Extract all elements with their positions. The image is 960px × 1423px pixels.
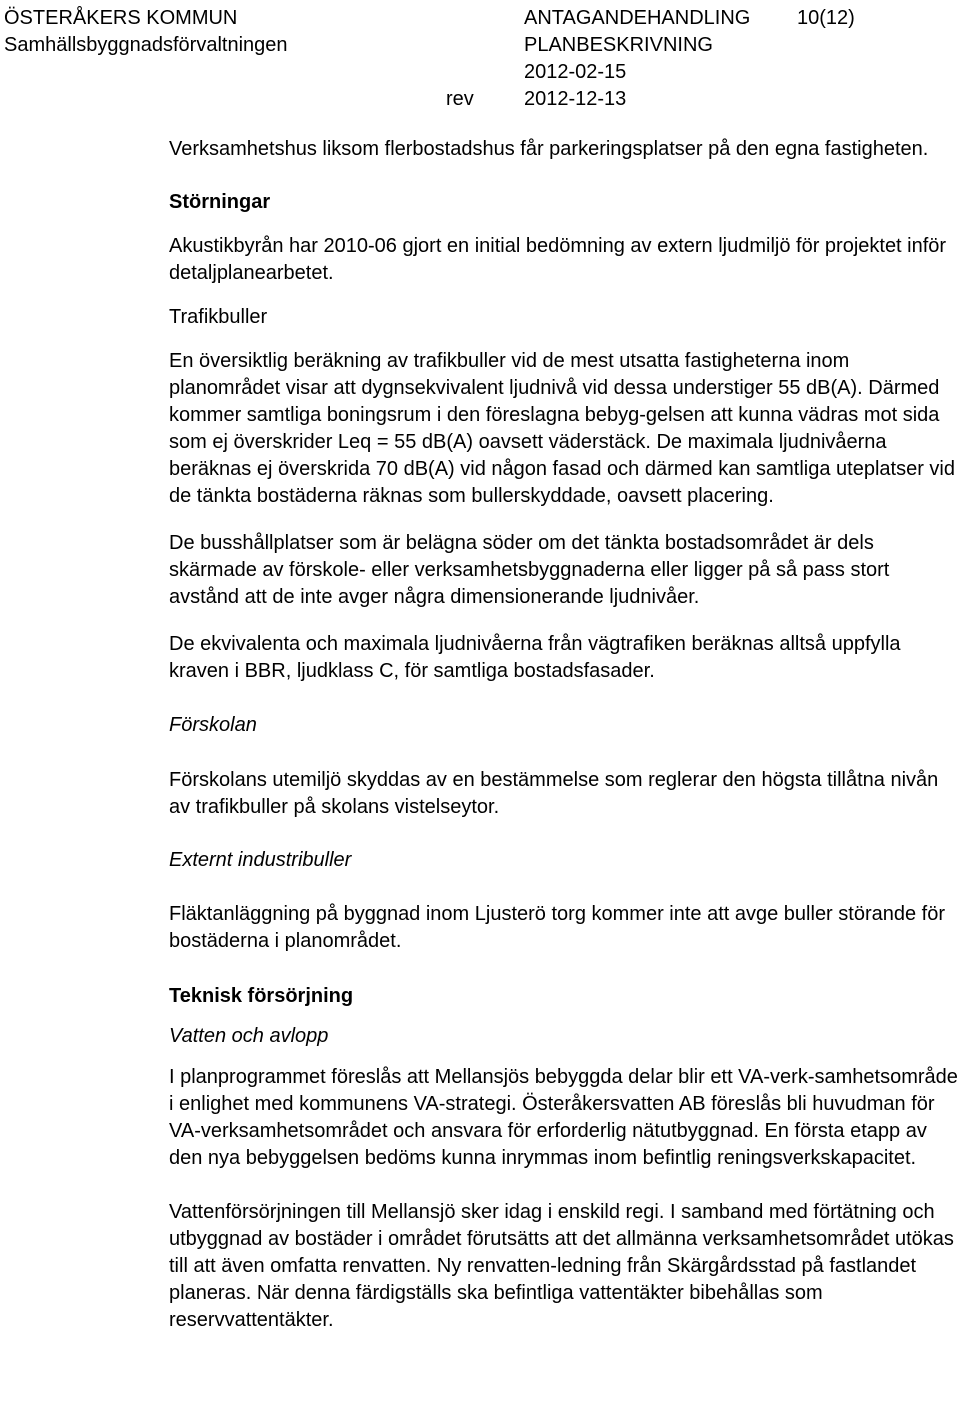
heading-teknisk-forsorjning: Teknisk försörjning [169,985,354,1007]
paragraph-akustikbyran: Akustikbyrån har 2010-06 gjort en initial bedömning av extern ljudmiljö för projektet inför detaljplanearbetet. [169,235,947,284]
paragraph-externt-industribuller: Fläktanläggning på byggnad inom Ljusterö torg kommer inte att avge buller störande för bostäderna i planområdet. [169,903,946,952]
paragraph-forskolan: Förskolans utemiljö skyddas av en bestämmelse som reglerar den högsta tillåtna nivån av trafikbuller på skolans vistelseytor. [169,769,939,818]
paragraph-trafikbuller-2: De busshållplatser som är belägna söder om det tänkta bostadsområdet är dels skärmade av förskole- eller verksamhetsbyggnaderna eller ligger på så pass stort avstånd att de inte avger några dimensionerande ljudnivåer. [169,532,890,608]
header-document-name: PLANBESKRIVNING [524,34,713,56]
header-department: Samhällsbyggnadsförvaltningen [4,34,288,56]
paragraph-trafikbuller-3: De ekvivalenta och maximala ljudnivåerna från vägtrafiken beräknas alltså uppfylla kraven i BBR, ljudklass C, för samtliga bostadsfasader. [169,633,901,682]
heading-forskolan: Förskolan [169,714,257,736]
header-page-number: 10(12) [797,7,855,29]
paragraph-parking: Verksamhetshus liksom flerbostadshus får parkeringsplatser på den egna fastigheten. [169,138,929,160]
header-revision-label: rev [446,88,474,110]
paragraph-trafikbuller-1: En översiktlig beräkning av trafikbuller vid de mest utsatta fastigheterna inom planområdet visar att dygnsekvivalent ljudnivå vid dessa understiger 55 dB(A). Därmed kommer samtliga boningsrum i den föreslagna bebyg-gelsen att kunna vädras mot sida som ej överskrider Leq = 55 dB(A) oavsett väderstäck. De maximala ljudnivåerna beräknas ej överskrida 70 dB(A) vid någon fasad och därmed kan samtliga uteplatser vid de tänkta bostäderna räknas som bullerskyddade, oavsett placering. [169,350,955,507]
header-organization: ÖSTERÅKERS KOMMUN [4,7,238,29]
heading-externt-industribuller: Externt industribuller [169,849,352,871]
paragraph-vatten-och-avlopp-2: Vattenförsörjningen till Mellansjö sker idag i enskild regi. I samband med förtätning och utbyggnad av bostäder i området förutsätts att det allmänna verksamhetsområdet utökas till att även omfatta renvatten. Ny renvatten-ledning från Skärgårdsstad på fastlandet planeras. När denna färdigställs ska befintliga vattentäkter bibehållas som reservvattentäkter. [169,1201,954,1331]
paragraph-vatten-och-avlopp-1: I planprogrammet föreslås att Mellansjös bebyggda delar blir ett VA-verk-samhetsområde i enlighet med kommunens VA-strategi. Österåkersvatten AB föreslås bli huvudman för VA-verksamhetsområdet och ansvara för erforderlig nätutbyggnad. En första etapp av den nya bebyggelsen bedöms kunna inrymmas inom befintlig reningsverkskapacitet. [169,1066,958,1169]
heading-storningar: Störningar [169,191,271,213]
heading-vatten-och-avlopp: Vatten och avlopp [169,1025,329,1047]
document-body [169,136,960,1334]
heading-trafikbuller: Trafikbuller [169,306,268,328]
header-revision-date: 2012-12-13 [524,88,627,110]
header-document-type: ANTAGANDEHANDLING [524,7,751,29]
header-date: 2012-02-15 [524,61,627,83]
